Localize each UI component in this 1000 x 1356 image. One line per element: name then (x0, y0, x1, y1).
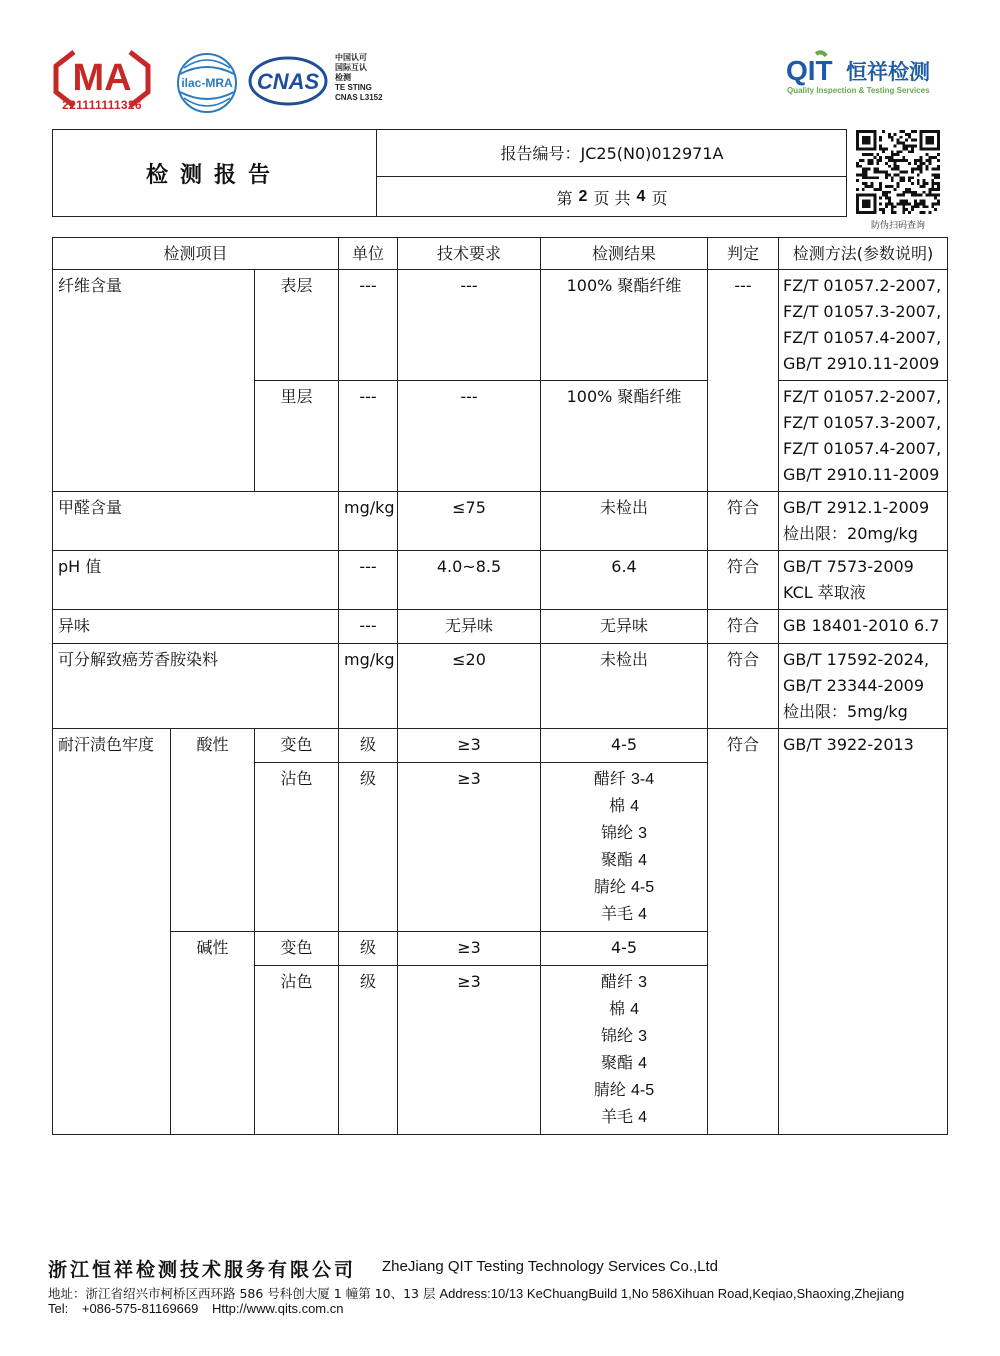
footer-website[interactable]: Http://www.qits.com.cn (212, 1301, 344, 1316)
header-unit: 单位 (339, 238, 398, 270)
table-header-row (53, 238, 948, 270)
table-row (53, 729, 948, 763)
sweat-method: GB/T 3922-2013 (779, 729, 948, 1135)
sweat-item: 耐汗渍色牢度 (53, 729, 171, 1135)
ph-method: GB/T 7573-2009 KCL 萃取液 (779, 551, 948, 610)
sweat-acid-stain-results (541, 763, 708, 932)
header-result: 检测结果 (541, 238, 708, 270)
fiber-inner-label: 里层 (255, 381, 339, 492)
qr-label: 防伪扫码查询 (870, 221, 925, 231)
footer-tel: +086-575-81169669 (81, 1301, 199, 1316)
cnas-text: CNAS (256, 69, 320, 94)
list-item: 羊毛 4 (601, 904, 648, 923)
odor-result: 无异味 (541, 610, 708, 644)
odor-item: 异味 (53, 610, 339, 644)
current-page: 2 (578, 188, 588, 205)
list-item: 棉 4 (609, 999, 640, 1018)
sweat-acid-stain-requirement: ≥3 (398, 763, 541, 932)
fiber-outer-requirement: --- (398, 270, 541, 381)
sweat-acid-label: 酸性 (171, 729, 255, 932)
fiber-inner-method: FZ/T 01057.2-2007, FZ/T 01057.3-2007, FZ/T 01057.4-2007, GB/T 2910.11-2009 (779, 381, 948, 492)
sweat-acid-stain-label: 沾色 (255, 763, 339, 932)
list-item: 聚酯 4 (601, 1053, 648, 1072)
cma-number: 221111111326 (62, 98, 142, 112)
table-row (53, 610, 948, 644)
formaldehyde-result: 未检出 (541, 492, 708, 551)
footer-contact (48, 1301, 353, 1316)
sweat-alkali-stain-results (541, 966, 708, 1135)
sweat-alkali-change-label: 变色 (255, 932, 339, 966)
page-number: 第 2 页 共 4 页 (556, 188, 668, 208)
sweat-alkali-label: 碱性 (171, 932, 255, 1135)
table-row (53, 492, 948, 551)
ph-requirement: 4.0~8.5 (398, 551, 541, 610)
sweat-alkali-stain-unit: 级 (339, 966, 398, 1135)
list-item: 腈纶 4-5 (593, 1080, 655, 1099)
table-row (53, 270, 948, 381)
list-item: 醋纤 3-4 (593, 769, 655, 788)
fiber-item: 纤维含量 (53, 270, 255, 492)
formaldehyde-method: GB/T 2912.1-2009 检出限：20mg/kg (779, 492, 948, 551)
footer-company-cn: 浙江恒祥检测技术服务有限公司 (48, 1259, 357, 1281)
fiber-outer-unit: --- (339, 270, 398, 381)
sweat-acid-change-requirement: ≥3 (398, 729, 541, 763)
cma-text: MA (72, 57, 132, 99)
fiber-inner-unit: --- (339, 381, 398, 492)
azo-method: GB/T 17592-2024, GB/T 23344-2009 检出限：5mg/kg (779, 644, 948, 729)
sweat-verdict: 符合 (708, 729, 779, 1135)
formaldehyde-requirement: ≤75 (398, 492, 541, 551)
header-verdict: 判定 (708, 238, 779, 270)
header-item: 检测项目 (53, 238, 339, 270)
qit-slogan: Quality Inspection & Testing Services (787, 86, 930, 95)
ph-unit: --- (339, 551, 398, 610)
report-number: 报告编号：JC25(N0)012971A (500, 144, 724, 163)
ph-item: pH 值 (53, 551, 339, 610)
azo-unit: mg/kg (339, 644, 398, 729)
odor-verdict: 符合 (708, 610, 779, 644)
list-item: 棉 4 (609, 796, 640, 815)
sweat-acid-change-unit: 级 (339, 729, 398, 763)
odor-requirement: 无异味 (398, 610, 541, 644)
formaldehyde-unit: mg/kg (339, 492, 398, 551)
report-title: 检测报告 (52, 129, 377, 217)
sweat-acid-change-result: 4-5 (541, 729, 708, 763)
ilac-text: ilac-MRA (181, 76, 233, 90)
azo-requirement: ≤20 (398, 644, 541, 729)
fiber-outer-label: 表层 (255, 270, 339, 381)
sweat-alkali-change-requirement: ≥3 (398, 932, 541, 966)
list-item: 锦纶 3 (601, 823, 648, 842)
ph-verdict: 符合 (708, 551, 779, 610)
sweat-acid-change-label: 变色 (255, 729, 339, 763)
fiber-inner-result: 100% 聚酯纤维 (541, 381, 708, 492)
azo-verdict: 符合 (708, 644, 779, 729)
total-pages: 4 (636, 188, 646, 205)
footer-address (48, 1284, 904, 1302)
cnas-accreditation-text: 中国认可 国际互认 检测 TE STING CNAS L3152 (335, 53, 383, 102)
qit-brand: QIT (786, 55, 833, 86)
sweat-alkali-change-unit: 级 (339, 932, 398, 966)
header-requirement: 技术要求 (398, 238, 541, 270)
table-row (53, 644, 948, 729)
odor-method: GB 18401-2010 6.7 (779, 610, 948, 644)
ilac-mra-logo (174, 52, 240, 114)
footer-address-cn: 地址：浙江省绍兴市柯桥区西环路 586 号科创大厦 1 幢第 10、13 层 (48, 1286, 436, 1301)
qr-code[interactable] (856, 130, 940, 214)
azo-item: 可分解致癌芳香胺染料 (53, 644, 339, 729)
sweat-alkali-change-result: 4-5 (541, 932, 708, 966)
qit-name: 恒祥检测 (846, 60, 930, 84)
formaldehyde-item: 甲醛含量 (53, 492, 339, 551)
sweat-alkali-stain-label: 沾色 (255, 966, 339, 1135)
footer-tel-label: Tel: (48, 1301, 69, 1316)
odor-unit: --- (339, 610, 398, 644)
sweat-acid-stain-unit: 级 (339, 763, 398, 932)
sweat-alkali-stain-requirement: ≥3 (398, 966, 541, 1135)
fiber-verdict: --- (708, 270, 779, 492)
test-results-table (52, 237, 948, 1135)
azo-result: 未检出 (541, 644, 708, 729)
fiber-outer-result: 100% 聚酯纤维 (541, 270, 708, 381)
fiber-inner-requirement: --- (398, 381, 541, 492)
fiber-outer-method: FZ/T 01057.2-2007, FZ/T 01057.3-2007, FZ/T 01057.4-2007, GB/T 2910.11-2009 (779, 270, 948, 381)
list-item: 聚酯 4 (601, 850, 648, 869)
table-row (53, 551, 948, 610)
footer-address-en: Address:10/13 KeChuangBuild 1,No 586Xihuan Road,Keqiao,Shaoxing,Zhejiang (439, 1286, 905, 1301)
list-item: 羊毛 4 (601, 1107, 648, 1126)
header-method: 检测方法(参数说明) (779, 238, 948, 270)
cnas-logo (248, 56, 328, 106)
list-item: 醋纤 3 (601, 972, 648, 991)
footer-company-en: ZheJiang QIT Testing Technology Services Co.,Ltd (382, 1258, 719, 1275)
list-item: 腈纶 4-5 (593, 877, 655, 896)
ph-result: 6.4 (541, 551, 708, 610)
list-item: 锦纶 3 (601, 1026, 648, 1045)
formaldehyde-verdict: 符合 (708, 492, 779, 551)
